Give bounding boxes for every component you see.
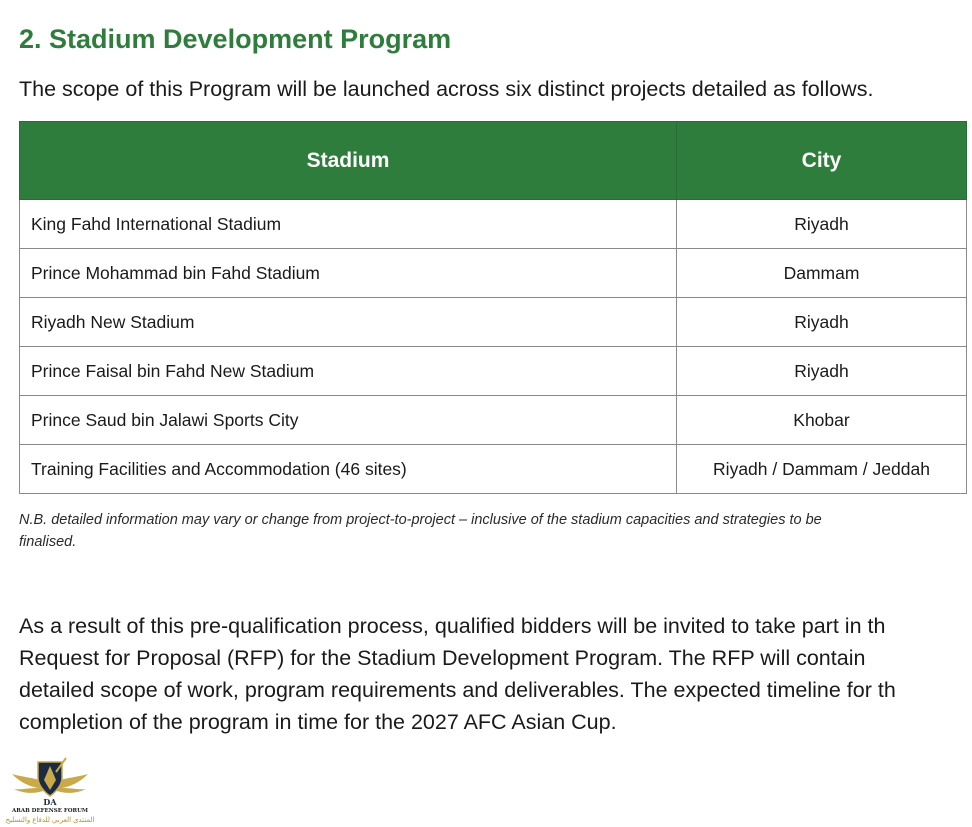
eagle-emblem-icon	[4, 756, 96, 808]
column-header-city: City	[677, 122, 967, 200]
column-header-stadium: Stadium	[20, 122, 677, 200]
stadium-cell: Training Facilities and Accommodation (46 sites)	[20, 445, 677, 494]
city-cell: Khobar	[677, 396, 967, 445]
stadium-cell: Prince Mohammad bin Fahd Stadium	[20, 249, 677, 298]
logo-initials: DA	[43, 797, 57, 807]
footnote-line: N.B. detailed information may vary or change from project-to-project – inclusive of the stadium capacities and strategies to be	[19, 512, 822, 528]
section-heading: 2. Stadium Development Program	[19, 24, 452, 54]
stadium-cell: Riyadh New Stadium	[20, 298, 677, 347]
stadium-cell: Prince Faisal bin Fahd New Stadium	[20, 347, 677, 396]
paragraph-line: completion of the program in time for the 2027 AFC Asian Cup.	[19, 710, 617, 734]
stadium-cell: Prince Saud bin Jalawi Sports City	[20, 396, 677, 445]
logo-name-en: ARAB DEFENSE FORUM	[12, 808, 88, 814]
table-header-row	[20, 122, 967, 200]
paragraph-line: As a result of this pre-qualification process, qualified bidders will be invited to take part in th	[19, 614, 886, 638]
intro-text: The scope of this Program will be launched across six distinct projects detailed as follows.	[19, 77, 874, 101]
city-cell: Riyadh	[677, 200, 967, 249]
city-cell: Riyadh / Dammam / Jeddah	[677, 445, 967, 494]
city-cell: Dammam	[677, 249, 967, 298]
stadium-cell: King Fahd International Stadium	[20, 200, 677, 249]
stadium-table	[19, 121, 967, 494]
footnote-line: finalised.	[19, 534, 77, 550]
table-row	[20, 396, 967, 445]
body-paragraph	[19, 610, 969, 738]
city-cell: Riyadh	[677, 298, 967, 347]
footnote	[19, 509, 969, 553]
table-row	[20, 298, 967, 347]
logo-name-ar: المنتدى العربي للدفاع والتسليح	[5, 817, 95, 824]
table-row	[20, 249, 967, 298]
table-row	[20, 445, 967, 494]
paragraph-line: detailed scope of work, program requirements and deliverables. The expected timeline for th	[19, 678, 896, 702]
paragraph-line: Request for Proposal (RFP) for the Stadium Development Program. The RFP will contain	[19, 646, 866, 670]
watermark-logo	[4, 756, 96, 826]
table-row	[20, 200, 967, 249]
city-cell: Riyadh	[677, 347, 967, 396]
table-row	[20, 347, 967, 396]
